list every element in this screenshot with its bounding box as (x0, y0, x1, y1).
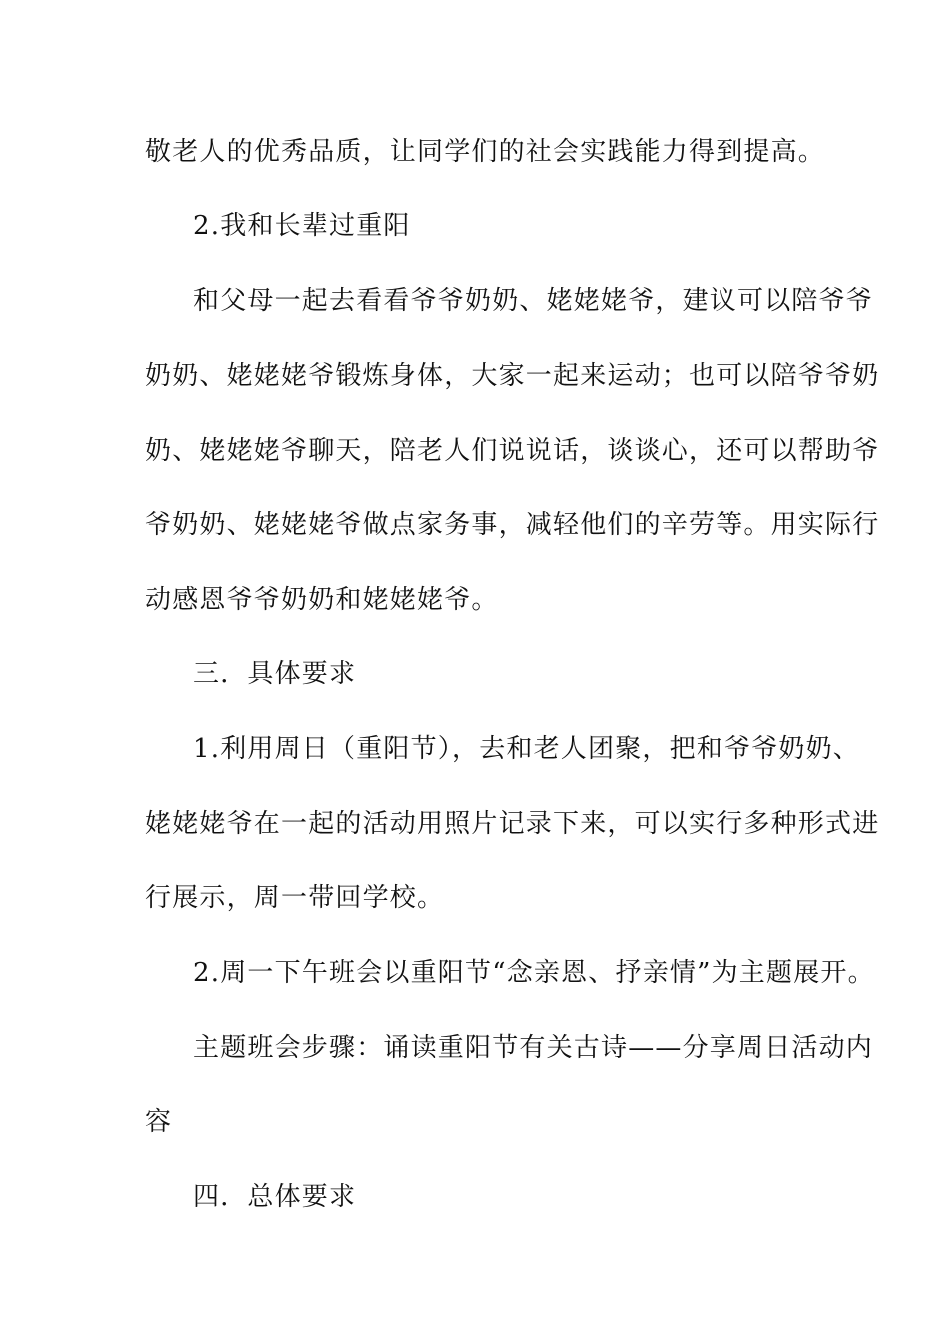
paragraph-continuation-line: 敬老人的优秀品质，让同学们的社会实践能力得到提高。 (145, 137, 826, 167)
section-heading-3: 三．具体要求 (193, 659, 357, 689)
paragraph-line: 和父母一起去看看爷爷奶奶、姥姥姥爷，建议可以陪爷爷 (193, 286, 874, 316)
paragraph-line: 奶奶、姥姥姥爷锻炼身体，大家一起来运动；也可以陪爷爷奶 (145, 361, 880, 391)
paragraph-line: 2.周一下午班会以重阳节“念亲恩、抒亲情”为主题展开。 (193, 958, 875, 988)
paragraph-line: 行展示，周一带回学校。 (145, 883, 445, 913)
paragraph-line: 奶、姥姥姥爷聊天，陪老人们说说话，谈谈心，还可以帮助爷 (145, 436, 880, 466)
paragraph-line: 主题班会步骤：诵读重阳节有关古诗——分享周日活动内 (193, 1033, 874, 1063)
paragraph-line: 动感恩爷爷奶奶和姥姥姥爷。 (145, 585, 499, 615)
paragraph-line: 姥姥姥爷在一起的活动用照片记录下来，可以实行多种形式进 (145, 809, 880, 839)
paragraph-line: 爷奶奶、姥姥姥爷做点家务事，减轻他们的辛劳等。用实际行 (145, 510, 880, 540)
section-heading-4: 四．总体要求 (193, 1182, 357, 1212)
paragraph-line: 1.利用周日（重阳节），去和老人团聚，把和爷爷奶奶、 (193, 734, 861, 764)
paragraph-line: 容 (145, 1107, 173, 1137)
subheading-2: 2.我和长辈过重阳 (193, 211, 411, 241)
